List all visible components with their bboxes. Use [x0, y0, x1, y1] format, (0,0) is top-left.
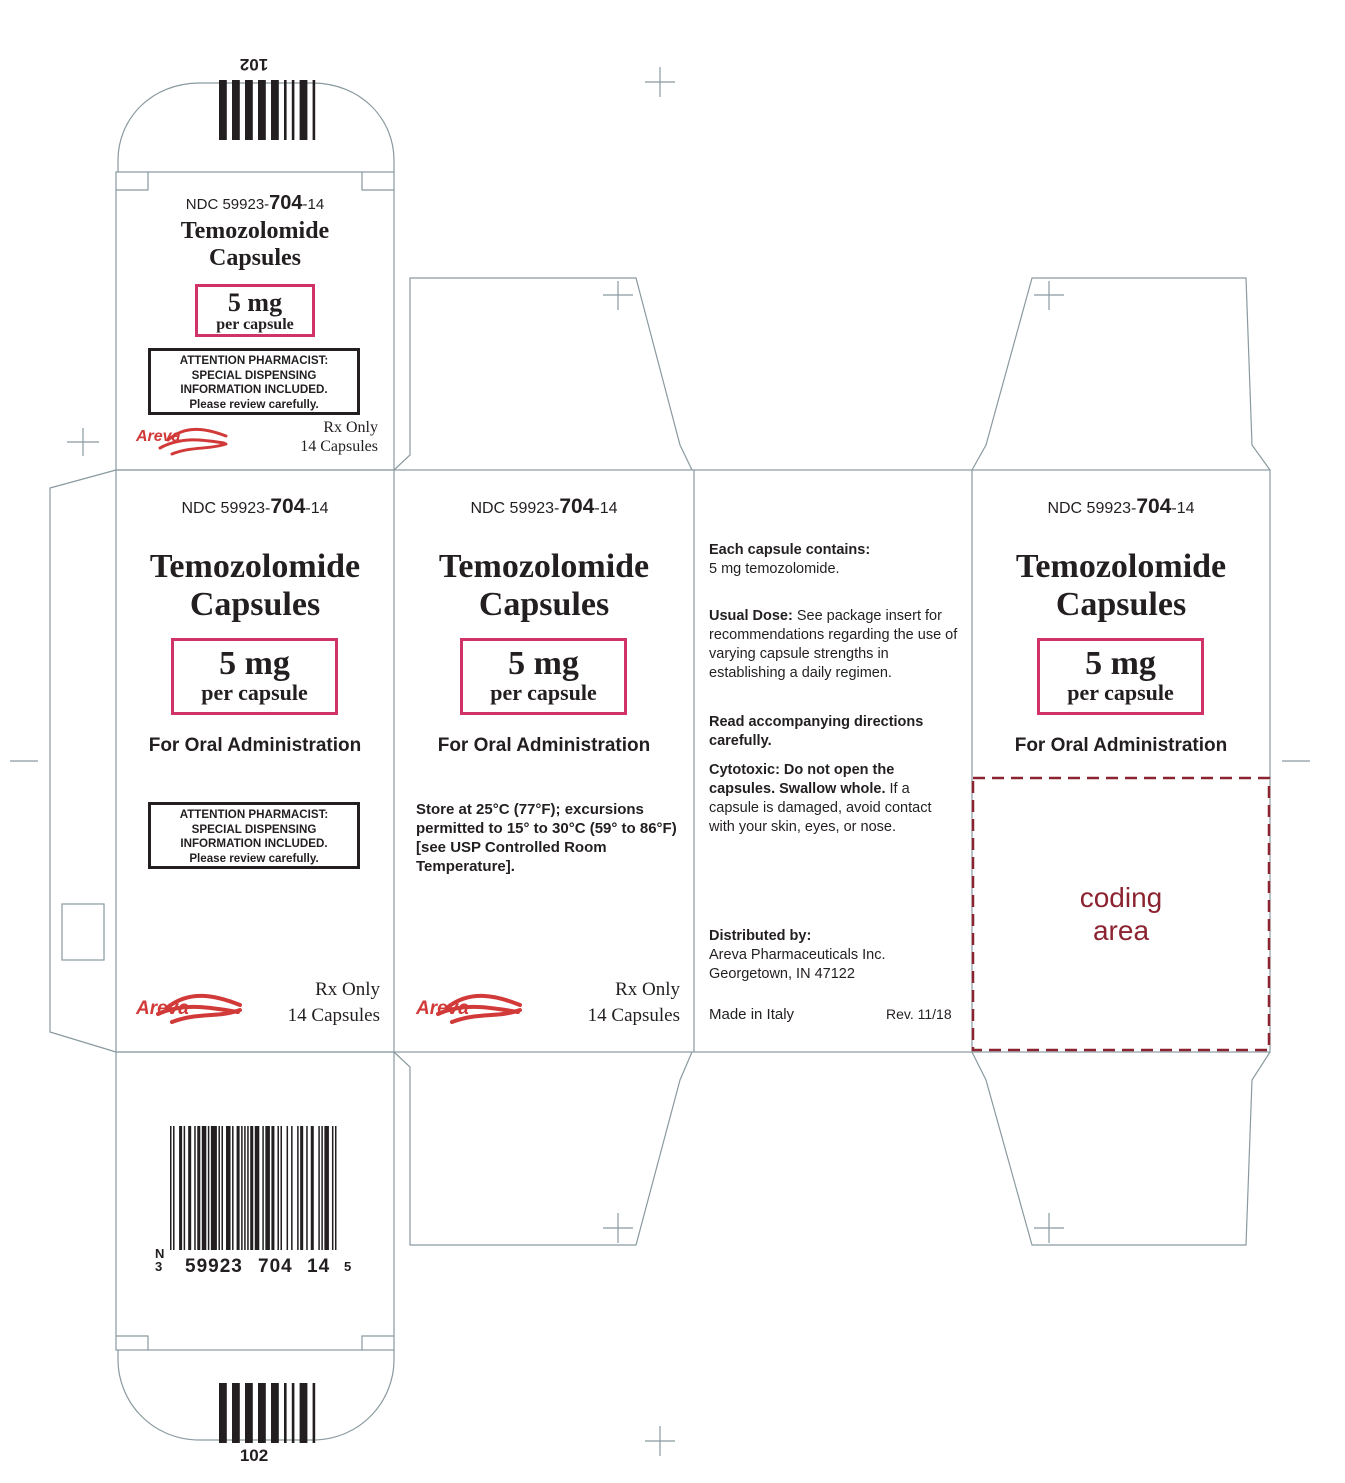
barcode-bar	[332, 1126, 334, 1250]
barcode-bar	[271, 1383, 279, 1443]
middle-product-name: Temozolomide Capsules	[438, 548, 650, 623]
barcode-bar	[292, 1383, 295, 1443]
barcode-bar	[297, 1126, 299, 1250]
barcode-bar	[173, 1126, 175, 1250]
top-flap-code: 102	[239, 55, 269, 74]
right-ndc: NDC 59923-704-14	[1047, 495, 1195, 518]
barcode-group2: 704	[258, 1256, 293, 1277]
barcode-bar	[306, 1126, 308, 1250]
middle-rx-count: Rx Only 14 Capsules	[587, 979, 680, 1026]
contains-statement: Each capsule contains: 5 mg temozolomide.	[709, 542, 871, 577]
barcode-bar	[335, 1126, 337, 1250]
barcode-bar	[244, 1126, 246, 1250]
barcode-bar	[241, 1126, 243, 1250]
barcode-bar	[232, 1126, 234, 1250]
top-rx-count: Rx Only 14 Capsules	[300, 419, 378, 455]
barcode-bar	[292, 80, 295, 140]
barcode-bar	[313, 1383, 316, 1443]
barcode-bar	[218, 1126, 220, 1250]
barcode-bar	[221, 1126, 223, 1250]
areva-swoosh-graphics	[158, 429, 520, 1022]
barcode-bar	[284, 80, 287, 140]
barcode-bar	[262, 1126, 264, 1250]
top-strength-box: 5 mg per capsule	[195, 284, 315, 337]
flap-barcode-top	[219, 80, 315, 140]
barcode-bar	[170, 1126, 172, 1250]
barcode-bar	[245, 1383, 253, 1443]
middle-strength-box: 5 mg per capsule	[460, 638, 627, 715]
barcode-bar	[255, 1126, 260, 1250]
barcode-bar	[284, 1383, 287, 1443]
left-ndc: NDC 59923-704-14	[181, 495, 329, 518]
right-product-name: Temozolomide Capsules	[1015, 548, 1227, 623]
barcode-bar	[300, 1383, 308, 1443]
barcode-bar	[237, 1126, 240, 1250]
barcode-bar	[313, 80, 316, 140]
barcode-bar	[219, 80, 227, 140]
barcode-bar	[311, 1126, 314, 1250]
barcode-bar	[324, 1126, 329, 1250]
barcode-bar	[277, 1126, 279, 1250]
barcode-group3: 14	[307, 1256, 331, 1277]
barcode-bar	[300, 80, 308, 140]
barcode-bar	[245, 80, 253, 140]
barcode-bar	[188, 1126, 191, 1250]
left-rx-count: Rx Only 14 Capsules	[287, 979, 380, 1026]
left-strength-box: 5 mg per capsule	[171, 638, 338, 715]
cytotoxic-warning: Cytotoxic: Do not open the capsules. Swallow whole. If a capsule is damaged, avoid contact with your skin, eyes, or nose.	[709, 762, 932, 835]
left-product-name: Temozolomide Capsules	[149, 548, 361, 623]
barcode-bar	[258, 80, 266, 140]
barcode-bar	[287, 1126, 289, 1250]
barcode-bar	[318, 1126, 320, 1250]
flap-barcode-bottom	[219, 1383, 315, 1443]
barcode-bar	[179, 1126, 182, 1250]
barcode-bar	[184, 1126, 186, 1250]
barcode-bar	[194, 1126, 196, 1250]
made-in-label: Made in Italy	[709, 1006, 795, 1023]
barcode-group1: 59923	[185, 1256, 243, 1277]
top-product-name: Temozolomide Capsules	[180, 218, 330, 271]
barcode-bar	[232, 80, 240, 140]
barcode-bar	[300, 1126, 303, 1250]
distributor-block: Distributed by: Areva Pharmaceuticals Inc. Georgetown, IN 47122	[709, 928, 886, 982]
right-strength-box: 5 mg per capsule	[1037, 638, 1204, 715]
right-route: For Oral Administration	[1014, 735, 1228, 756]
left-route: For Oral Administration	[148, 735, 362, 756]
barcode-bar	[280, 1126, 282, 1250]
revision-label: Rev. 11/18	[886, 1006, 952, 1022]
barcode-bar	[226, 1126, 231, 1250]
barcode-bar	[271, 1126, 274, 1250]
middle-route: For Oral Administration	[437, 735, 651, 756]
storage-statement: Store at 25°C (77°F); excursions permitted to 15° to 30°C (59° to 86°F) [see USP Controlled Room Temperature].	[416, 801, 677, 875]
coding-area-label: coding area	[1079, 882, 1163, 946]
barcode-bar	[232, 1383, 240, 1443]
barcode-n-label: N	[155, 1246, 165, 1261]
barcode-bar	[250, 1126, 253, 1250]
read-directions-statement: Read accompanying directions carefully.	[709, 714, 924, 749]
top-ndc: NDC 59923-704-14	[185, 192, 325, 214]
barcode-bar	[197, 1126, 200, 1250]
barcode-lead-digit: 3	[155, 1259, 163, 1274]
barcode-bar	[208, 1126, 210, 1250]
top-attention-box: ATTENTION PHARMACIST: SPECIAL DISPENSING INFORMATION INCLUDED. Please review carefully.	[148, 348, 360, 415]
barcode-bar	[219, 1383, 227, 1443]
upc-barcode	[170, 1126, 336, 1250]
left-attention-box: ATTENTION PHARMACIST: SPECIAL DISPENSING INFORMATION INCLUDED. Please review carefully.	[148, 802, 360, 869]
barcode-bar	[265, 1126, 270, 1250]
barcode-bar	[271, 80, 279, 140]
barcode-bar	[211, 1126, 217, 1250]
barcode-bar	[247, 1126, 249, 1250]
barcode-bar	[258, 1383, 266, 1443]
barcode-check-digit: 5	[344, 1259, 352, 1274]
barcode-bar	[202, 1126, 207, 1250]
usual-dose-statement: Usual Dose: See package insert for recommendations regarding the use of varying capsule strengths in establishing a daily regimen.	[709, 608, 958, 681]
middle-ndc: NDC 59923-704-14	[470, 495, 618, 518]
barcode-bar	[321, 1126, 323, 1250]
bottom-flap-code: 102	[239, 1446, 269, 1465]
barcode-bar	[291, 1126, 293, 1250]
